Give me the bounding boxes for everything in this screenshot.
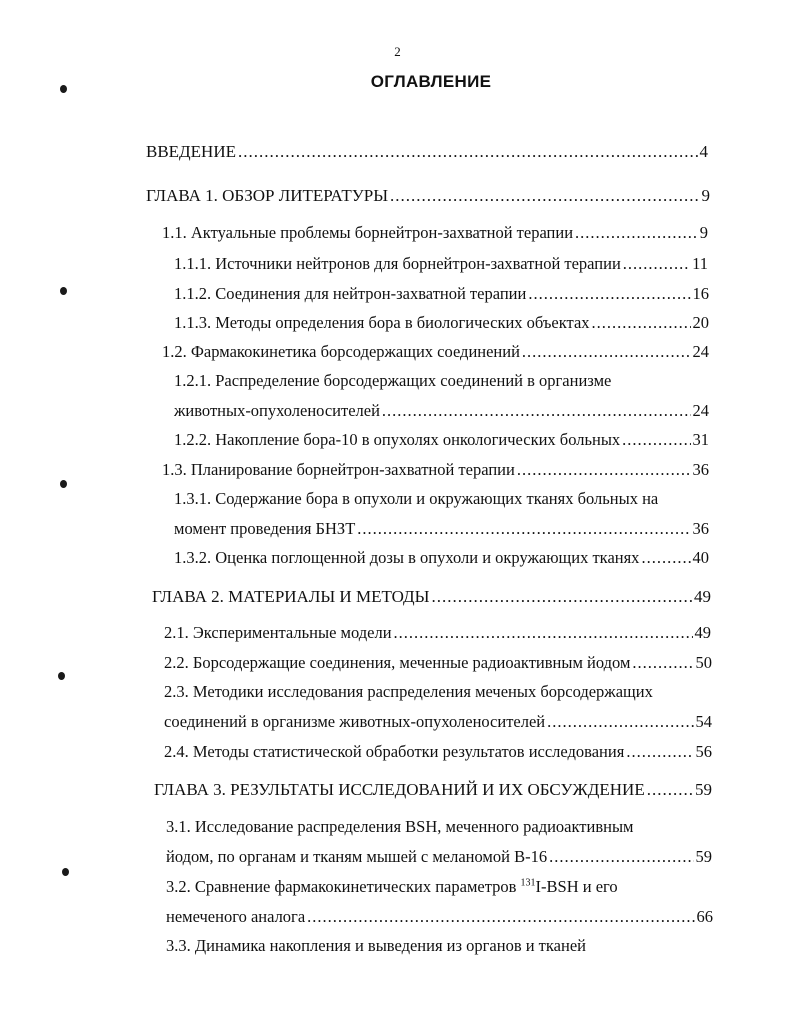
toc-entry-page: 31 xyxy=(692,430,709,449)
toc-entry-text: ГЛАВА 2. МАТЕРИАЛЫ И МЕТОДЫ xyxy=(152,587,430,606)
toc-entry-page: 59 xyxy=(695,847,712,866)
toc-entry-text: соединений в организме животных-опухоленосителей xyxy=(164,712,546,731)
toc-entry-text: 1.2. Фармакокинетика борсодержащих соединений xyxy=(162,342,520,361)
toc-entry-text: 1.1.1. Источники нейтронов для борнейтрон-захватной терапии xyxy=(174,254,621,273)
leader-dots xyxy=(592,312,691,334)
leader-dots xyxy=(549,846,693,868)
isotope-superscript: 131 xyxy=(520,877,536,889)
toc-entry-1-3-2[interactable] xyxy=(174,547,709,569)
leader-dots xyxy=(394,622,693,644)
toc-entry-page: 24 xyxy=(692,401,709,420)
toc-entry-page: 20 xyxy=(692,313,709,332)
binding-hole-2 xyxy=(60,287,67,295)
toc-entry-1-3-1-line2[interactable] xyxy=(174,518,709,540)
toc-entry-page: 66 xyxy=(696,907,713,926)
binding-hole-5 xyxy=(62,868,69,876)
leader-dots xyxy=(622,429,690,451)
toc-entry-chapter-1[interactable] xyxy=(146,185,710,207)
toc-entry-text-cont: I-BSH и его xyxy=(535,877,618,896)
toc-entry-page: 9 xyxy=(701,186,710,205)
toc-entry-text: 1.3.2. Оценка поглощенной дозы в опухоли и окружающих тканях xyxy=(174,548,640,567)
toc-entry-1-2-1-line1[interactable]: 1.2.1. Распределение борсодержащих соединений в организме xyxy=(174,371,612,390)
toc-entry-text: 3.2. Сравнение фармакокинетических параметров xyxy=(166,877,521,896)
toc-entry-page: 56 xyxy=(695,742,712,761)
toc-entry-text: 2.2. Борсодержащие соединения, меченные радиоактивным йодом xyxy=(164,653,631,672)
toc-entry-text: 1.3. Планирование борнейтрон-захватной терапии xyxy=(162,460,515,479)
toc-entry-page: 36 xyxy=(692,460,709,479)
toc-entry-text: ГЛАВА 3. РЕЗУЛЬТАТЫ ИССЛЕДОВАНИЙ И ИХ ОБСУЖДЕНИЕ xyxy=(154,780,645,799)
toc-entry-1-1[interactable] xyxy=(162,222,708,244)
binding-hole-4 xyxy=(58,672,65,680)
toc-entry-page: 50 xyxy=(695,653,712,672)
toc-entry-introduction[interactable] xyxy=(146,141,708,163)
leader-dots xyxy=(623,253,690,275)
toc-entry-chapter-3[interactable] xyxy=(154,779,712,801)
toc-entry-text: 2.1. Экспериментальные модели xyxy=(164,623,392,642)
toc-entry-text: ВВЕДЕНИЕ xyxy=(146,142,236,161)
leader-dots xyxy=(522,341,691,363)
leader-dots xyxy=(238,141,698,163)
toc-entry-page: 24 xyxy=(692,342,709,361)
toc-entry-1-2-1-line2[interactable] xyxy=(174,400,709,422)
toc-entry-1-2[interactable] xyxy=(162,341,709,363)
toc-entry-chapter-2[interactable] xyxy=(152,586,711,608)
toc-entry-text: 1.1.2. Соединения для нейтрон-захватной терапии xyxy=(174,284,527,303)
toc-entry-text: ГЛАВА 1. ОБЗОР ЛИТЕРАТУРЫ xyxy=(146,186,389,205)
binding-hole-1 xyxy=(60,85,67,93)
toc-entry-text: 1.1. Актуальные проблемы борнейтрон-захватной терапии xyxy=(162,223,574,242)
toc-entry-page: 40 xyxy=(692,548,709,567)
toc-entry-page: 16 xyxy=(692,284,709,303)
toc-entry-page: 9 xyxy=(699,223,708,242)
leader-dots xyxy=(307,906,694,928)
toc-entry-3-2-line2[interactable] xyxy=(166,906,713,928)
toc-entry-text: 2.4. Методы статистической обработки результатов исследования xyxy=(164,742,625,761)
page-number: 2 xyxy=(394,44,401,59)
leader-dots xyxy=(641,547,690,569)
toc-entry-page: 49 xyxy=(694,623,711,642)
leader-dots xyxy=(575,222,698,244)
toc-entry-page: 36 xyxy=(692,519,709,538)
toc-entry-2-3-line1[interactable]: 2.3. Методики исследования распределения меченых борсодержащих xyxy=(164,682,653,701)
toc-entry-3-1-line1[interactable]: 3.1. Исследование распределения BSH, меченного радиоактивным xyxy=(166,817,634,836)
leader-dots xyxy=(632,652,693,674)
toc-entry-page: 49 xyxy=(694,587,711,606)
toc-entry-2-3-line2[interactable] xyxy=(164,711,712,733)
leader-dots xyxy=(517,459,691,481)
toc-entry-3-3-line1[interactable]: 3.3. Динамика накопления и выведения из органов и тканей xyxy=(166,936,586,955)
toc-entry-3-1-line2[interactable] xyxy=(166,846,712,868)
toc-entry-text: йодом, по органам и тканям мышей с меланомой В-16 xyxy=(166,847,548,866)
toc-entry-text: 1.2.2. Накопление бора-10 в опухолях онкологических больных xyxy=(174,430,621,449)
toc-entry-page: 54 xyxy=(695,712,712,731)
toc-entry-3-2-line1[interactable] xyxy=(166,876,618,898)
toc-entry-text: животных-опухоленосителей xyxy=(174,401,380,420)
toc-title: ОГЛАВЛЕНИЕ xyxy=(370,72,492,91)
leader-dots xyxy=(390,185,699,207)
toc-entry-text: немеченого аналога xyxy=(166,907,306,926)
leader-dots xyxy=(357,518,690,540)
toc-entry-page: 11 xyxy=(692,254,708,273)
toc-entry-page: 4 xyxy=(699,142,708,161)
leader-dots xyxy=(382,400,691,422)
leader-dots xyxy=(431,586,692,608)
toc-entry-1-1-2[interactable] xyxy=(174,283,709,305)
binding-hole-3 xyxy=(60,480,67,488)
toc-entry-1-1-1[interactable] xyxy=(174,253,708,275)
toc-entry-2-4[interactable] xyxy=(164,741,712,763)
toc-entry-2-1[interactable] xyxy=(164,622,711,644)
toc-entry-text: момент проведения БНЗТ xyxy=(174,519,356,538)
leader-dots xyxy=(626,741,693,763)
toc-entry-text: 1.1.3. Методы определения бора в биологических объектах xyxy=(174,313,590,332)
toc-entry-1-2-2[interactable] xyxy=(174,429,709,451)
toc-entry-page: 59 xyxy=(695,780,712,799)
toc-entry-1-3[interactable] xyxy=(162,459,709,481)
toc-entry-1-1-3[interactable] xyxy=(174,312,709,334)
leader-dots xyxy=(547,711,693,733)
leader-dots xyxy=(647,779,693,801)
toc-entry-2-2[interactable] xyxy=(164,652,712,674)
leader-dots xyxy=(528,283,690,305)
toc-entry-1-3-1-line1[interactable]: 1.3.1. Содержание бора в опухоли и окружающих тканях больных на xyxy=(174,489,659,508)
